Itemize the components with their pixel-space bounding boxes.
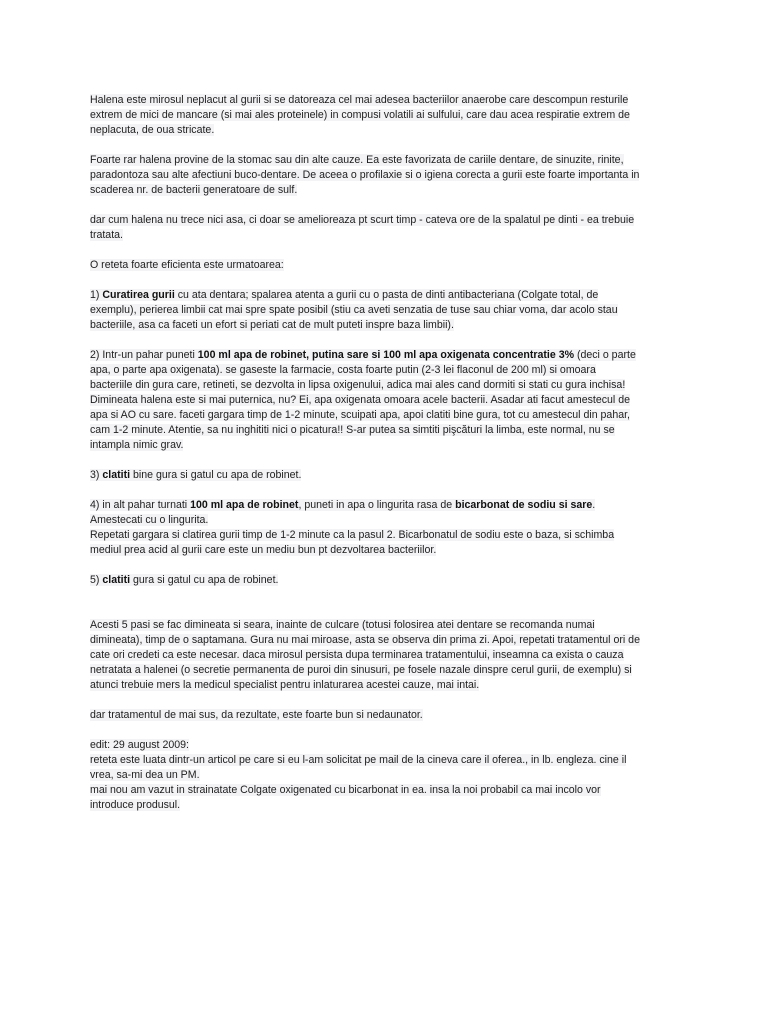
text-run: bacteriile din gura care, retineti, se dezvolta in lipsa oxigenului, adica mai ales cand dormiti si stati cu gura inchisa! [90, 379, 626, 391]
line-highlight [90, 169, 639, 181]
text-line [90, 528, 690, 543]
line-highlight [90, 529, 614, 541]
text-run: Dimineata halena este si mai puternica, nu? Ei, apa oxigenata omoara acele bacterii. Asadar ati facut amestecul de [90, 394, 631, 406]
text-line [90, 633, 690, 648]
line-highlight [90, 679, 479, 691]
line-highlight [90, 409, 630, 421]
bold-text: bicarbonat de sodiu si sare [455, 499, 593, 511]
line-highlight [90, 544, 436, 556]
text-run: (deci o parte [574, 349, 636, 361]
text-line [90, 153, 690, 168]
text-run: 5) [90, 574, 103, 586]
text-line [90, 378, 690, 393]
text-run: atunci trebuie mers la medicul specialist pentru inlaturarea acestei cauze, mai intai. [90, 679, 480, 691]
text-line [90, 498, 690, 513]
text-line [90, 363, 690, 378]
line-highlight [90, 649, 624, 661]
line-highlight [90, 784, 601, 796]
text-line [90, 183, 690, 198]
text-line [90, 393, 690, 408]
paragraph [90, 468, 690, 483]
text-line [90, 228, 690, 243]
text-run: paradontoza sau alte afectiuni buco-dentare. De aceea o profilaxie si o igiena corecta a gurii este foarte importanta in [90, 169, 640, 181]
text-run: exemplu), perierea limbii cat mai spre spate posibil (stiu ca aveti senzatia de tuse sau chiar voma, dar acolo stau [90, 304, 618, 316]
text-run: cate ori credeti ca este necesar. daca mirosul persista dupa terminarea tratamentului, inseamna ca exista o cauza [90, 649, 624, 661]
text-line [90, 288, 690, 303]
text-line [90, 543, 690, 558]
line-highlight [90, 229, 123, 241]
paragraph [90, 288, 690, 333]
line-highlight [90, 619, 595, 631]
text-line [90, 663, 690, 678]
line-highlight [90, 259, 284, 271]
text-run: neplacuta, de oua stricate. [90, 124, 215, 136]
line-highlight [90, 769, 200, 781]
text-line [90, 513, 690, 528]
text-run: Halena este mirosul neplacut al gurii si se datoreaza cel mai adesea bacteriilor anaerobe care descompun resturile [90, 94, 629, 106]
bold-text: 100 ml apa de robinet, putina sare si 100 ml apa oxigenata concentratie 3% [197, 349, 574, 361]
paragraph [90, 93, 690, 138]
text-run: netratata a halenei (o secretie permanenta de puroi din sinusuri, pe fosele nazale dinspre cerul gurii, de exemplu) si [90, 664, 632, 676]
line-highlight [90, 109, 630, 121]
text-run: bacteriile, asa ca faceti un efort si periati cat de mult puteti inspre baza limbii). [90, 319, 454, 331]
text-line [90, 798, 690, 813]
text-run: Acesti 5 pasi se fac dimineata si seara, inainte de culcare (totusi folosirea atei dentare se recomanda numai [90, 619, 595, 631]
document-page [90, 93, 690, 828]
text-run: tratata. [90, 229, 123, 241]
text-line [90, 678, 690, 693]
text-line [90, 753, 690, 768]
line-highlight [90, 304, 618, 316]
text-line [90, 438, 690, 453]
text-run: apa si AO cu sare. faceti gargara timp de 1-2 minute, scuipati apa, apoi clatiti bine gura, tot cu amestecul din pahar, [90, 409, 630, 421]
bold-text: 100 ml apa de robinet [190, 499, 299, 511]
line-highlight [90, 514, 208, 526]
text-line [90, 648, 690, 663]
text-run: vrea, sa-mi dea un PM. [90, 769, 200, 781]
text-line [90, 423, 690, 438]
paragraph [90, 213, 690, 243]
text-line [90, 738, 690, 753]
text-run: extrem de mici de mancare (si mai ales proteinele) in compusi volatili ai sulfului, care dau acea respiratie extrem de [90, 109, 630, 121]
paragraph [90, 498, 690, 558]
line-highlight [90, 289, 598, 301]
text-line [90, 348, 690, 363]
text-run: 2) Intr-un pahar puneti [90, 349, 198, 361]
line-highlight [90, 799, 180, 811]
paragraph [90, 348, 690, 453]
line-highlight [90, 154, 624, 166]
paragraph [90, 153, 690, 198]
text-run: intampla nimic grav. [90, 439, 184, 451]
line-highlight [90, 469, 301, 481]
text-line [90, 408, 690, 423]
line-highlight [90, 379, 625, 391]
text-run: reteta este luata dintr-un articol pe care si eu l-am solicitat pe mail de la cineva care il oferea., in lb. engleza. cine il [90, 754, 627, 766]
text-run: dar tratamentul de mai sus, da rezultate, este foarte bun si nedaunator. [90, 709, 423, 721]
text-run: , puneti in apa o lingurita rasa de [298, 499, 456, 511]
text-run: mediul prea acid al gurii care este un mediu bun pt dezvoltarea bacteriilor. [90, 544, 437, 556]
line-highlight [90, 709, 423, 721]
text-run: cam 1-2 minute. Atentie, sa nu inghititi nici o picatura!! S-ar putea sa simtiti pişcături la limba, este normal, nu se [90, 424, 615, 436]
paragraph [90, 573, 690, 588]
paragraph [90, 708, 690, 723]
line-highlight [90, 94, 628, 106]
text-run: dimineata), timp de o saptamana. Gura nu mai miroase, asta se observa din prima zi. Apoi, repetati tratamentul ori de [90, 634, 640, 646]
text-run: O reteta foarte eficienta este urmatoarea: [90, 259, 284, 271]
text-line [90, 618, 690, 633]
text-line [90, 168, 690, 183]
text-run: edit: 29 august 2009: [90, 739, 189, 751]
text-line [90, 768, 690, 783]
line-highlight [90, 124, 214, 136]
bold-text: clatiti [102, 574, 131, 586]
paragraph [90, 258, 690, 273]
text-line [90, 123, 690, 138]
bold-text: clatiti [102, 469, 131, 481]
line-highlight [90, 394, 630, 406]
text-run: Foarte rar halena provine de la stomac sau din alte cauze. Ea este favorizata de cariile dentare, de sinuzite, rinite, [90, 154, 624, 166]
text-line [90, 303, 690, 318]
paragraph [90, 618, 690, 693]
text-line [90, 108, 690, 123]
text-run: scaderea nr. de bacterii generatoare de sulf. [90, 184, 298, 196]
text-run: mai nou am vazut in strainatate Colgate oxigenated cu bicarbonat in ea. insa la noi probabil ca mai incolo vor [90, 784, 601, 796]
line-highlight [90, 424, 615, 436]
text-run: gura si gatul cu apa de robinet. [130, 574, 279, 586]
text-run: Amestecati cu o lingurita. [90, 514, 209, 526]
text-run: introduce produsul. [90, 799, 181, 811]
text-line [90, 213, 690, 228]
text-line [90, 708, 690, 723]
line-highlight [90, 364, 596, 376]
text-run: cu ata dentara; spalarea atenta a gurii cu o pasta de dinti antibacteriana (Colgate total, de [174, 289, 599, 301]
line-highlight [90, 349, 636, 361]
line-highlight [90, 319, 454, 331]
line-highlight [90, 634, 640, 646]
line-highlight [90, 754, 626, 766]
text-run: dar cum halena nu trece nici asa, ci doar se amelioreaza pt scurt timp - cateva ore de la spalatul pe dinti - ea trebuie [90, 214, 635, 226]
text-line [90, 468, 690, 483]
paragraph [90, 738, 690, 813]
line-highlight [90, 214, 634, 226]
text-line [90, 783, 690, 798]
line-highlight [90, 499, 595, 511]
text-run: . [592, 499, 596, 511]
text-run: bine gura si gatul cu apa de robinet. [130, 469, 302, 481]
bold-text: Curatirea gurii [102, 289, 175, 301]
text-run: 1) [90, 289, 103, 301]
text-run: apa, o parte apa oxigenata). se gaseste la farmacie, costa foarte putin (2-3 lei flaconul de 200 ml) si omoara [90, 364, 596, 376]
text-run: Repetati gargara si clatirea gurii timp de 1-2 minute ca la pasul 2. Bicarbonatul de sodiu este o baza, si schimba [90, 529, 615, 541]
line-highlight [90, 574, 278, 586]
text-line [90, 573, 690, 588]
text-line [90, 93, 690, 108]
text-line [90, 258, 690, 273]
text-line [90, 318, 690, 333]
text-run: 3) [90, 469, 103, 481]
line-highlight [90, 664, 632, 676]
line-highlight [90, 184, 297, 196]
line-highlight [90, 439, 183, 451]
line-highlight [90, 739, 189, 751]
text-run: 4) in alt pahar turnati [90, 499, 191, 511]
